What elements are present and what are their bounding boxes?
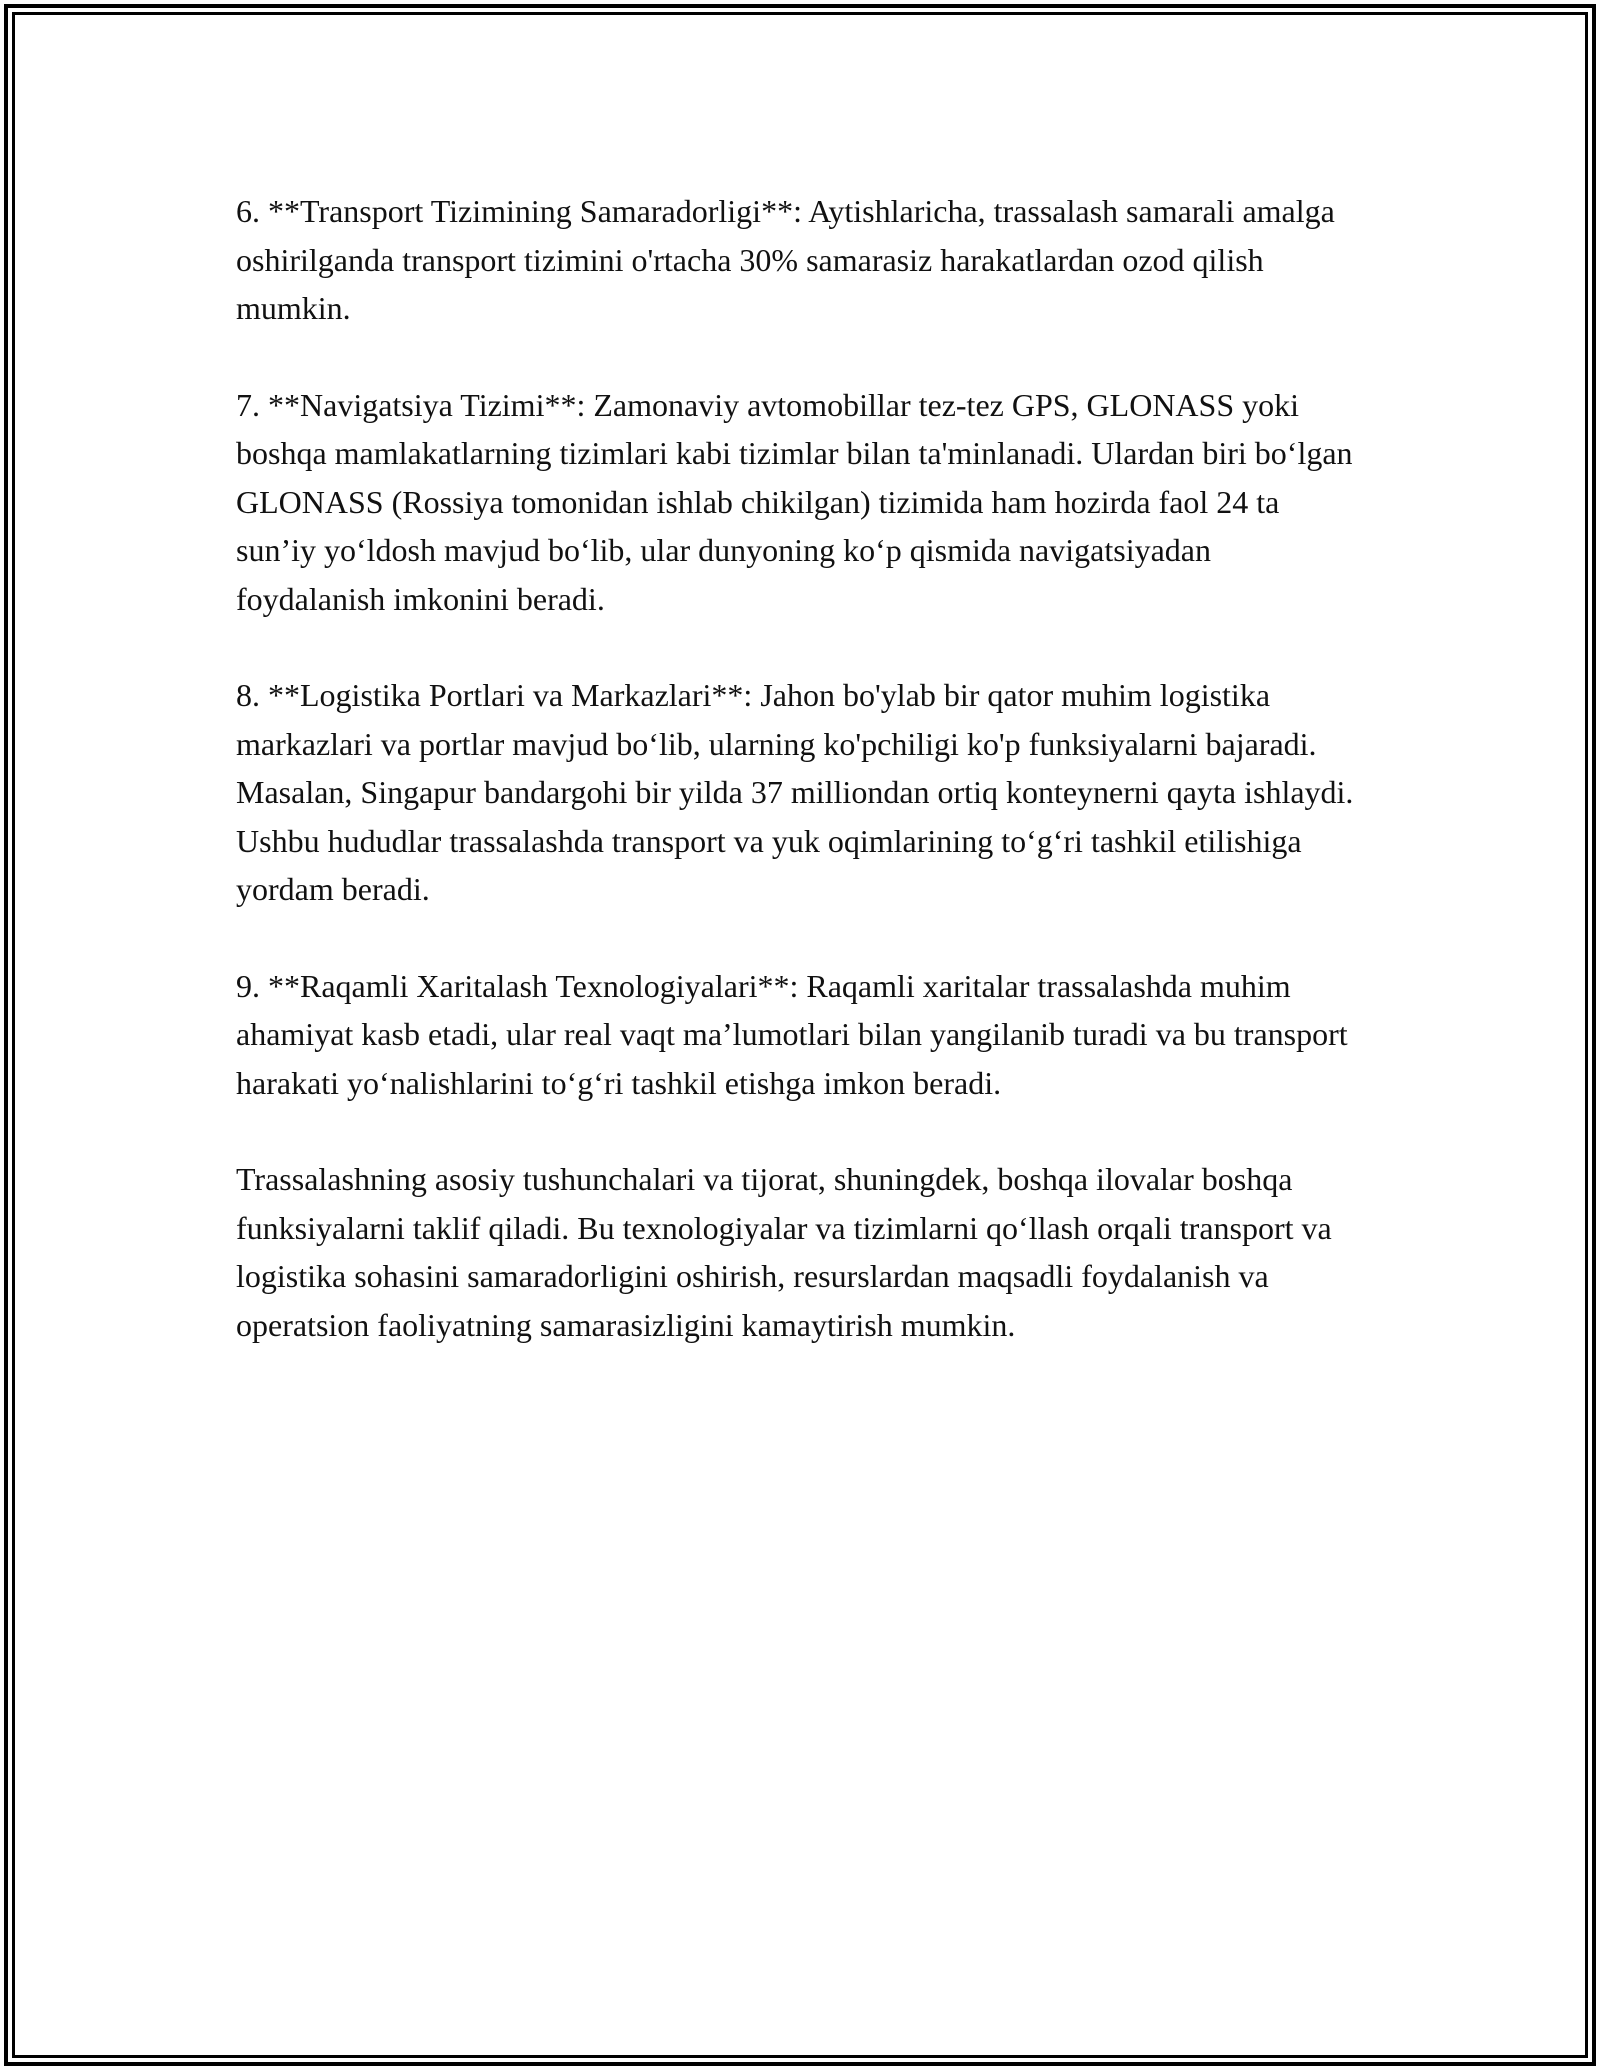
paragraph-transport-efficiency: 6. **Transport Tizimining Samaradorligi**: Aytishlaricha, trassalash samarali amalga oshirilganda transport tizimini o'rtacha 30% samarasiz harakatlardan ozod qilish mumkin. [236,193,1335,326]
paragraph-conclusion: Trassalashning asosiy tushunchalari va tijorat, shuningdek, boshqa ilovalar boshqa funksiyalarni taklif qiladi. Bu texnologiyalar va tizimlarni qo‘llash orqali transport va logistika sohasini samaradorligini oshirish, resurslardan maqsadli foydalanish va operatsion faoliyatning samarasizligini kamaytirish mumkin. [236,1161,1332,1343]
paragraph-logistics-ports: 8. **Logistika Portlari va Markazlari**: Jahon bo'ylab bir qator muhim logistika markazlari va portlar mavjud bo‘lib, ularning ko'pchiligi ko'p funksiyalarni bajaradi. Masalan, Singapur bandargohi bir yilda 37 milliondan ortiq konteynerni qayta ishlaydi. Ushbu hududlar trassalashda transport va yuk oqimlarining to‘g‘ri tashkil etilishiga yordam beradi. [236,677,1354,907]
paragraph-navigation-system: 7. **Navigatsiya Tizimi**: Zamonaviy avtomobillar tez-tez GPS, GLONASS yoki boshqa mamlakatlarning tizimlari kabi tizimlar bilan ta'minlanadi. Ulardan biri bo‘lgan GLONASS (Rossiya tomonidan ishlab chikilgan) tizimida ham hozirda faol 24 ta sun’iy yo‘ldosh mavjud bo‘lib, ular dunyoning ko‘p qismida navigatsiyadan foydalanish imkonini beradi. [236,386,1353,617]
paragraph-digital-mapping: 9. **Raqamli Xaritalash Texnologiyalari**: Raqamli xaritalar trassalashda muhim ahamiyat kasb etadi, ular real vaqt ma’lumotlari bilan yangilanib turadi va bu transport harakati yo‘nalishlarini to‘g‘ri tashkil etishga imkon beradi. [236,967,1348,1101]
document-body [236,187,1366,1397]
